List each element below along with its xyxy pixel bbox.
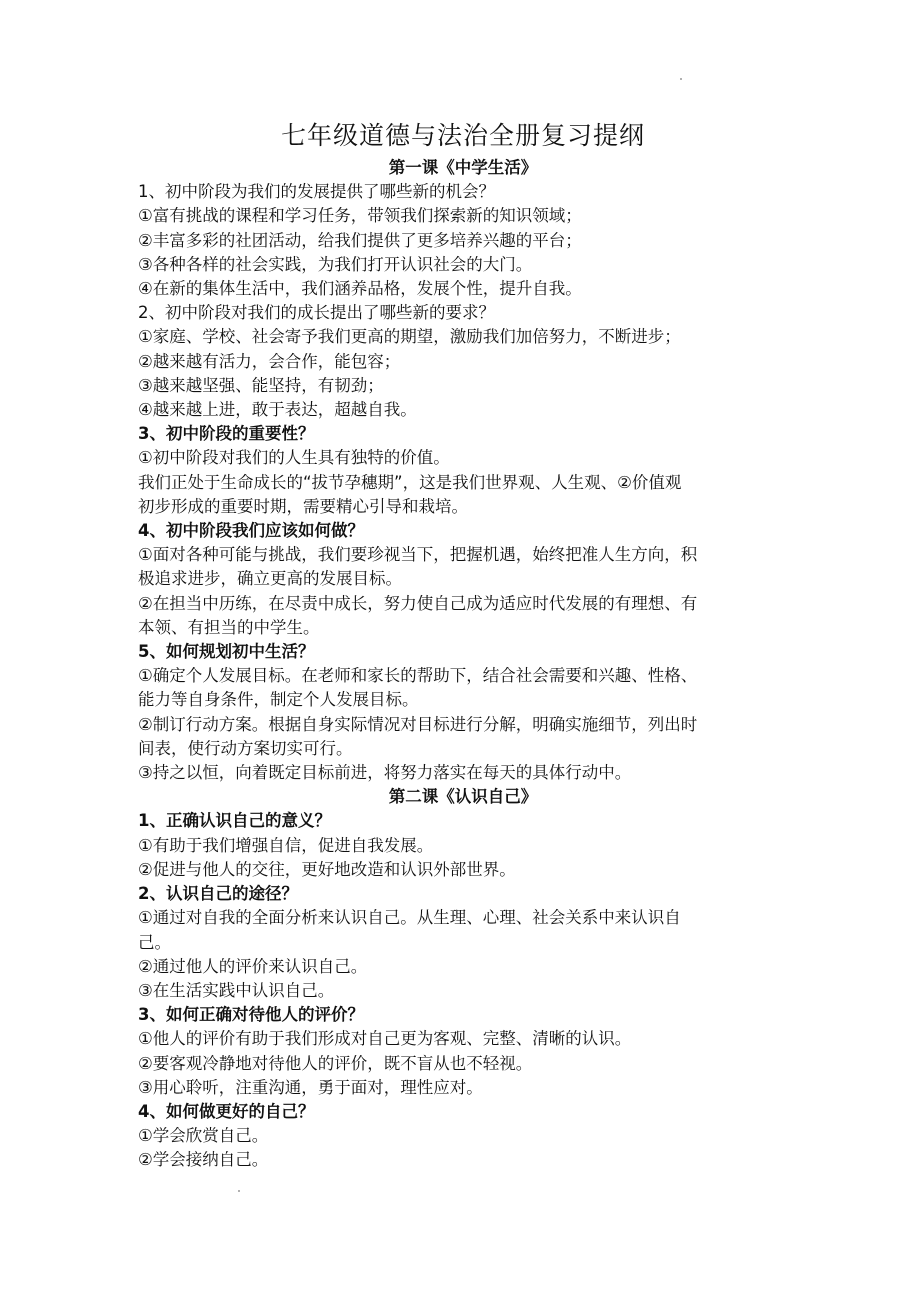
document-title: 七年级道德与法治全册复习提纲 [280, 121, 645, 150]
answer-line: 初步形成的重要时期，需要精心引导和栽培。 [138, 496, 468, 516]
answer-line: ②制订行动方案。根据自身实际情况对目标进行分解，明确实施细节，列出时 [138, 714, 698, 734]
answer-line: ①他人的评价有助于我们形成对自己更为客观、完整、清晰的认识。 [138, 1029, 632, 1049]
answer-line: ①学会欣赏自己。 [138, 1126, 269, 1146]
answer-line: ①家庭、学校、社会寄予我们更高的期望，激励我们加倍努力，不断进步； [138, 327, 681, 347]
answer-line: ①有助于我们增强自信，促进自我发展。 [138, 835, 434, 855]
answer-line: ④越来越上进，敢于表达，超越自我。 [138, 400, 417, 420]
lesson-1-question-1: 1、初中阶段为我们的发展提供了哪些新的机会？ [138, 182, 495, 202]
answer-line: ②在担当中历练，在尽责中成长，努力使自己成为适应时代发展的有理想、有 [138, 593, 698, 613]
document-body [138, 118, 788, 1173]
lesson-2-question-3: 3、如何正确对待他人的评价？ [138, 1005, 364, 1025]
answer-line: 己。 [138, 932, 171, 952]
lesson-2-heading: 第二课《认识自己》 [388, 787, 538, 807]
answer-line: 极追求进步，确立更高的发展目标。 [138, 569, 402, 589]
answer-line: ②学会接纳自己。 [138, 1150, 269, 1170]
answer-line: ②要客观冷静地对待他人的评价，既不盲从也不轻视。 [138, 1053, 533, 1073]
answer-line: ①初中阶段对我们的人生具有独特的价值。 [138, 448, 450, 468]
lesson-2-question-4: 4、如何做更好的自己？ [138, 1101, 315, 1121]
scan-dot [238, 1190, 240, 1192]
answer-line: ③在生活实践中认识自己。 [138, 980, 335, 1000]
lesson-1-heading: 第一课《中学生活》 [388, 158, 538, 177]
answer-line: 间表，使行动方案切实可行。 [138, 738, 353, 758]
scan-dot [680, 78, 682, 80]
answer-line: 本领、有担当的中学生。 [138, 617, 320, 637]
answer-line: ③持之以恒，向着既定目标前进，将努力落实在每天的具体行动中。 [138, 763, 632, 783]
answer-line: ①通过对自我的全面分析来认识自己。从生理、心理、社会关系中来认识自 [138, 908, 681, 928]
answer-line: ②越来越有活力，会合作，能包容； [138, 351, 401, 371]
answer-line: ①富有挑战的课程和学习任务，带领我们探索新的知识领域； [138, 206, 582, 226]
lesson-1-question-5: 5、如何规划初中生活？ [138, 642, 315, 662]
answer-line: ①确定个人发展目标。在老师和家长的帮助下，结合社会需要和兴趣、性格、 [138, 666, 698, 686]
answer-line: ③各种各样的社会实践，为我们打开认识社会的大门。 [138, 254, 533, 274]
lesson-1-question-2: 2、初中阶段对我们的成长提出了哪些新的要求？ [138, 303, 495, 323]
answer-line: ③用心聆听，注重沟通，勇于面对，理性应对。 [138, 1077, 483, 1097]
answer-line: ②促进与他人的交往，更好地改造和认识外部世界。 [138, 859, 516, 879]
lesson-2-question-1: 1、正确认识自己的意义？ [138, 811, 331, 831]
lesson-1-question-4: 4、初中阶段我们应该如何做？ [138, 521, 364, 541]
answer-line: 我们正处于生命成长的“拔节孕穗期”，这是我们世界观、人生观、②价值观 [138, 472, 682, 492]
answer-line: ③越来越坚强、能坚持，有韧劲； [138, 375, 384, 395]
answer-line: ④在新的集体生活中，我们涵养品格，发展个性，提升自我。 [138, 279, 582, 299]
answer-line: ①面对各种可能与挑战，我们要珍视当下，把握机遇，始终把准人生方向，积 [138, 545, 698, 565]
answer-line: ②通过他人的评价来认识自己。 [138, 956, 368, 976]
lesson-2-question-2: 2、认识自己的途径？ [138, 884, 298, 904]
lesson-1-question-3: 3、初中阶段的重要性？ [138, 424, 315, 444]
answer-line: ②丰富多彩的社团活动，给我们提供了更多培养兴趣的平台； [138, 230, 582, 250]
answer-line: 能力等自身条件，制定个人发展目标。 [138, 690, 419, 710]
